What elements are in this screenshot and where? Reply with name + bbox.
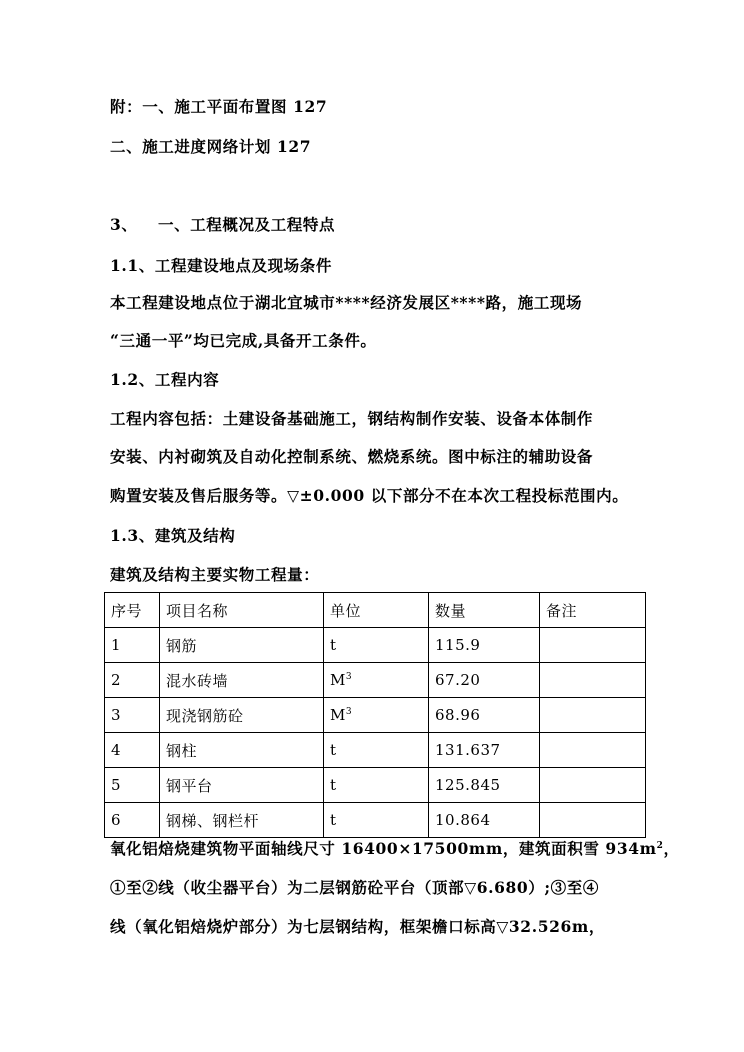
cell-note <box>540 628 646 663</box>
cell-name: 钢柱 <box>160 733 324 768</box>
col-header-qty: 数量 <box>429 593 540 628</box>
paragraph-1-2-line-1: 工程内容包括：土建设备基础施工，钢结构制作安装、设备本体制作 <box>110 409 594 428</box>
cell-no: 2 <box>105 663 160 698</box>
cell-qty: 131.637 <box>429 733 540 768</box>
cell-note <box>540 698 646 733</box>
cell-qty: 68.96 <box>429 698 540 733</box>
cell-qty: 67.20 <box>429 663 540 698</box>
table-row <box>105 803 646 838</box>
cell-note <box>540 733 646 768</box>
table-row <box>105 628 646 663</box>
cell-qty: 115.9 <box>429 628 540 663</box>
cell-unit: $M^3$ <box>324 663 429 698</box>
col-header-no: 序号 <box>105 593 160 628</box>
appendix-line-2: 二、施工进度网络计划 127 <box>110 137 312 156</box>
closing-line-3: 线（氧化铝焙烧炉部分）为七层钢结构，框架檐口标高▽32.526m， <box>110 917 605 936</box>
cell-no: 3 <box>105 698 160 733</box>
appendix-line-1: 附：一、施工平面布置图 127 <box>110 97 328 116</box>
table-row <box>105 768 646 803</box>
cell-name: 混水砖墙 <box>160 663 324 698</box>
closing-line-2: ①至②线（收尘器平台）为二层钢筋砼平台（顶部▽6.680）;③至④ <box>110 878 599 897</box>
cell-qty: 10.864 <box>429 803 540 838</box>
table-header-row <box>105 593 646 628</box>
cell-no: 4 <box>105 733 160 768</box>
cell-name: 钢筋 <box>160 628 324 663</box>
cell-note <box>540 803 646 838</box>
heading-1-3: 1.3、建筑及结构 <box>110 526 236 545</box>
cell-unit: t <box>324 768 429 803</box>
cell-unit: $M^3$ <box>324 698 429 733</box>
table-row <box>105 733 646 768</box>
cell-note <box>540 663 646 698</box>
section-number: 3、 <box>110 215 138 234</box>
cell-no: 5 <box>105 768 160 803</box>
section-3-heading <box>110 214 335 236</box>
cell-unit: t <box>324 733 429 768</box>
table-row <box>105 663 646 698</box>
col-header-note: 备注 <box>540 593 646 628</box>
paragraph-1-2-line-3: 购置安装及售后服务等。▽±0.000 以下部分不在本次工程投标范围内。 <box>110 486 629 505</box>
col-header-unit: 单位 <box>324 593 429 628</box>
paragraph-1-1-line-1: 本工程建设地点位于湖北宜城市****经济发展区****路，施工现场 <box>110 293 583 312</box>
cell-name: 钢平台 <box>160 768 324 803</box>
cell-no: 6 <box>105 803 160 838</box>
cell-no: 1 <box>105 628 160 663</box>
cell-unit: t <box>324 628 429 663</box>
paragraph-1-2-line-2: 安装、内衬砌筑及自动化控制系统、燃烧系统。图中标注的辅助设备 <box>110 447 594 466</box>
cell-qty: 125.845 <box>429 768 540 803</box>
section-title: 一、工程概况及工程特点 <box>158 215 336 234</box>
cell-name: 现浇钢筋砼 <box>160 698 324 733</box>
paragraph-1-1-line-2: “三通一平”均已完成,具备开工条件。 <box>110 331 377 350</box>
heading-1-2: 1.2、工程内容 <box>110 370 220 389</box>
col-header-name: 项目名称 <box>160 593 324 628</box>
quantity-table <box>104 592 646 838</box>
heading-1-1: 1.1、工程建设地点及现场条件 <box>110 256 332 275</box>
closing-line-1: 氧化铝焙烧建筑物平面轴线尺寸 16400×17500mm，建筑面积雪 $934m^2$， <box>110 839 680 858</box>
cell-unit: t <box>324 803 429 838</box>
cell-note <box>540 768 646 803</box>
table-caption: 建筑及结构主要实物工程量： <box>110 565 320 584</box>
cell-name: 钢梯、钢栏杆 <box>160 803 324 838</box>
table-row <box>105 698 646 733</box>
